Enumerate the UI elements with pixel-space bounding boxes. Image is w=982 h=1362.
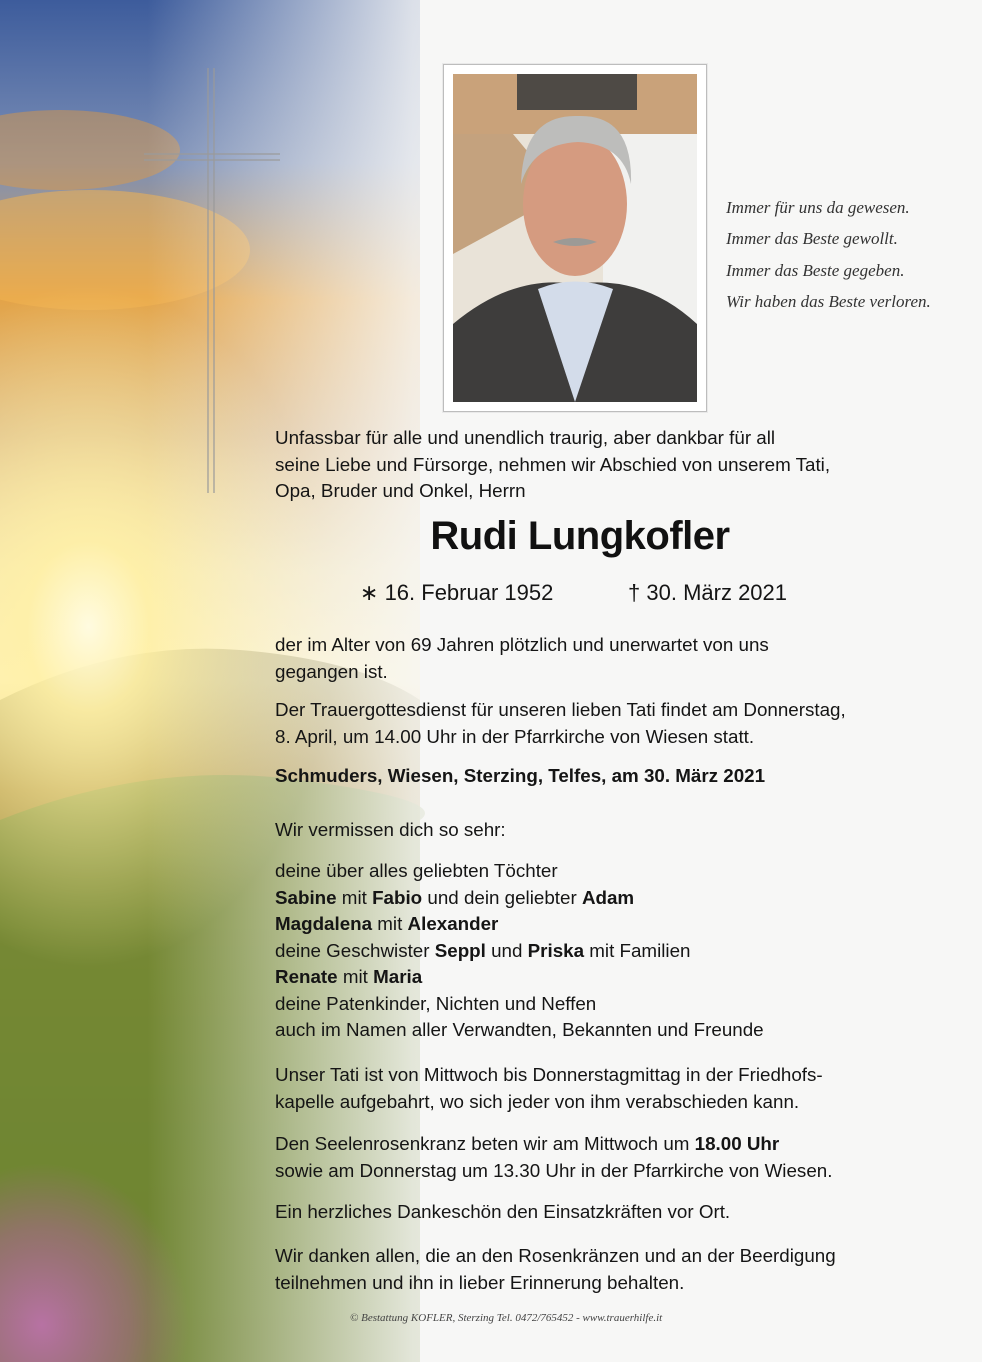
- quote-line: Immer für uns da gewesen.: [726, 198, 910, 217]
- wake-line: kapelle aufgebahrt, wo sich jeder von ihm verabschieden kann.: [275, 1090, 800, 1112]
- family-line: deine Geschwister Seppl und Priska mit Familien: [275, 939, 691, 961]
- portrait-photo: [443, 64, 707, 412]
- intro-line: Unfassbar für alle und unendlich traurig, aber dankbar für all: [275, 427, 776, 448]
- age-paragraph: [275, 632, 955, 685]
- family-list: [275, 858, 955, 1044]
- intro-paragraph: [275, 425, 955, 505]
- family-line: deine Patenkinder, Nichten und Neffen: [275, 992, 597, 1014]
- age-line: der im Alter von 69 Jahren plötzlich und unerwartet von uns: [275, 634, 769, 655]
- intro-line: Opa, Bruder und Onkel, Herrn: [275, 480, 526, 501]
- service-line: Der Trauergottesdienst für unseren lieben Tati findet am Donnerstag,: [275, 699, 846, 720]
- death-symbol: †: [628, 580, 641, 605]
- family-line: auch im Namen aller Verwandten, Bekannten und Freunde: [275, 1019, 764, 1040]
- intro-line: seine Liebe und Fürsorge, nehmen wir Abschied von unserem Tati,: [275, 453, 831, 475]
- thanks-all: [275, 1243, 955, 1296]
- family-line: deine über alles geliebten Töchter: [275, 860, 558, 881]
- service-line: 8. April, um 14.00 Uhr in der Pfarrkirche von Wiesen statt.: [275, 725, 755, 747]
- miss-text: [275, 817, 955, 844]
- family-line: Magdalena mit Alexander: [275, 913, 499, 934]
- place-date-text: Schmuders, Wiesen, Sterzing, Telfes, am 30. März 2021: [275, 765, 766, 786]
- birth-symbol: ∗: [360, 580, 379, 605]
- death-date-value: 30. März 2021: [646, 580, 788, 605]
- wake-paragraph: [275, 1062, 955, 1115]
- thanks-line: teilnehmen und ihn in lieber Erinnerung behalten.: [275, 1271, 685, 1293]
- age-line: gegangen ist.: [275, 660, 388, 682]
- rosary-paragraph: [275, 1131, 955, 1184]
- miss-line: Wir vermissen dich so sehr:: [275, 819, 506, 840]
- thanks-line: Wir danken allen, die an den Rosenkränzen und an der Beerdigung: [275, 1245, 836, 1266]
- place-date: [275, 763, 955, 790]
- rosary-line: sowie am Donnerstag um 13.30 Uhr in der Pfarrkirche von Wiesen.: [275, 1159, 833, 1181]
- service-paragraph: [275, 697, 955, 750]
- deceased-name: Rudi Lungkofler: [430, 514, 730, 558]
- thanks-line: Ein herzliches Dankeschön den Einsatzkräften vor Ort.: [275, 1201, 731, 1222]
- memorial-quote: [726, 192, 976, 317]
- family-line: Renate mit Maria: [275, 966, 423, 987]
- quote-line: Immer das Beste gegeben.: [726, 260, 905, 280]
- family-line: Sabine mit Fabio und dein geliebter Adam: [275, 886, 635, 908]
- death-date: [628, 580, 787, 606]
- thanks-rescue: [275, 1199, 955, 1226]
- birth-date: [360, 580, 553, 606]
- wake-line: Unser Tati ist von Mittwoch bis Donnerstagmittag in der Friedhofs-: [275, 1064, 823, 1085]
- rosary-line: Den Seelenrosenkranz beten wir am Mittwoch um 18.00 Uhr: [275, 1133, 780, 1154]
- cross-icon: [144, 68, 284, 493]
- quote-line: Immer das Beste gewollt.: [726, 229, 898, 249]
- footer-credit: © Bestattung KOFLER, Sterzing Tel. 0472/765452 - www.trauerhilfe.it: [350, 1312, 663, 1324]
- quote-line: Wir haben das Beste verloren.: [726, 291, 931, 311]
- birth-date-value: 16. Februar 1952: [384, 580, 554, 605]
